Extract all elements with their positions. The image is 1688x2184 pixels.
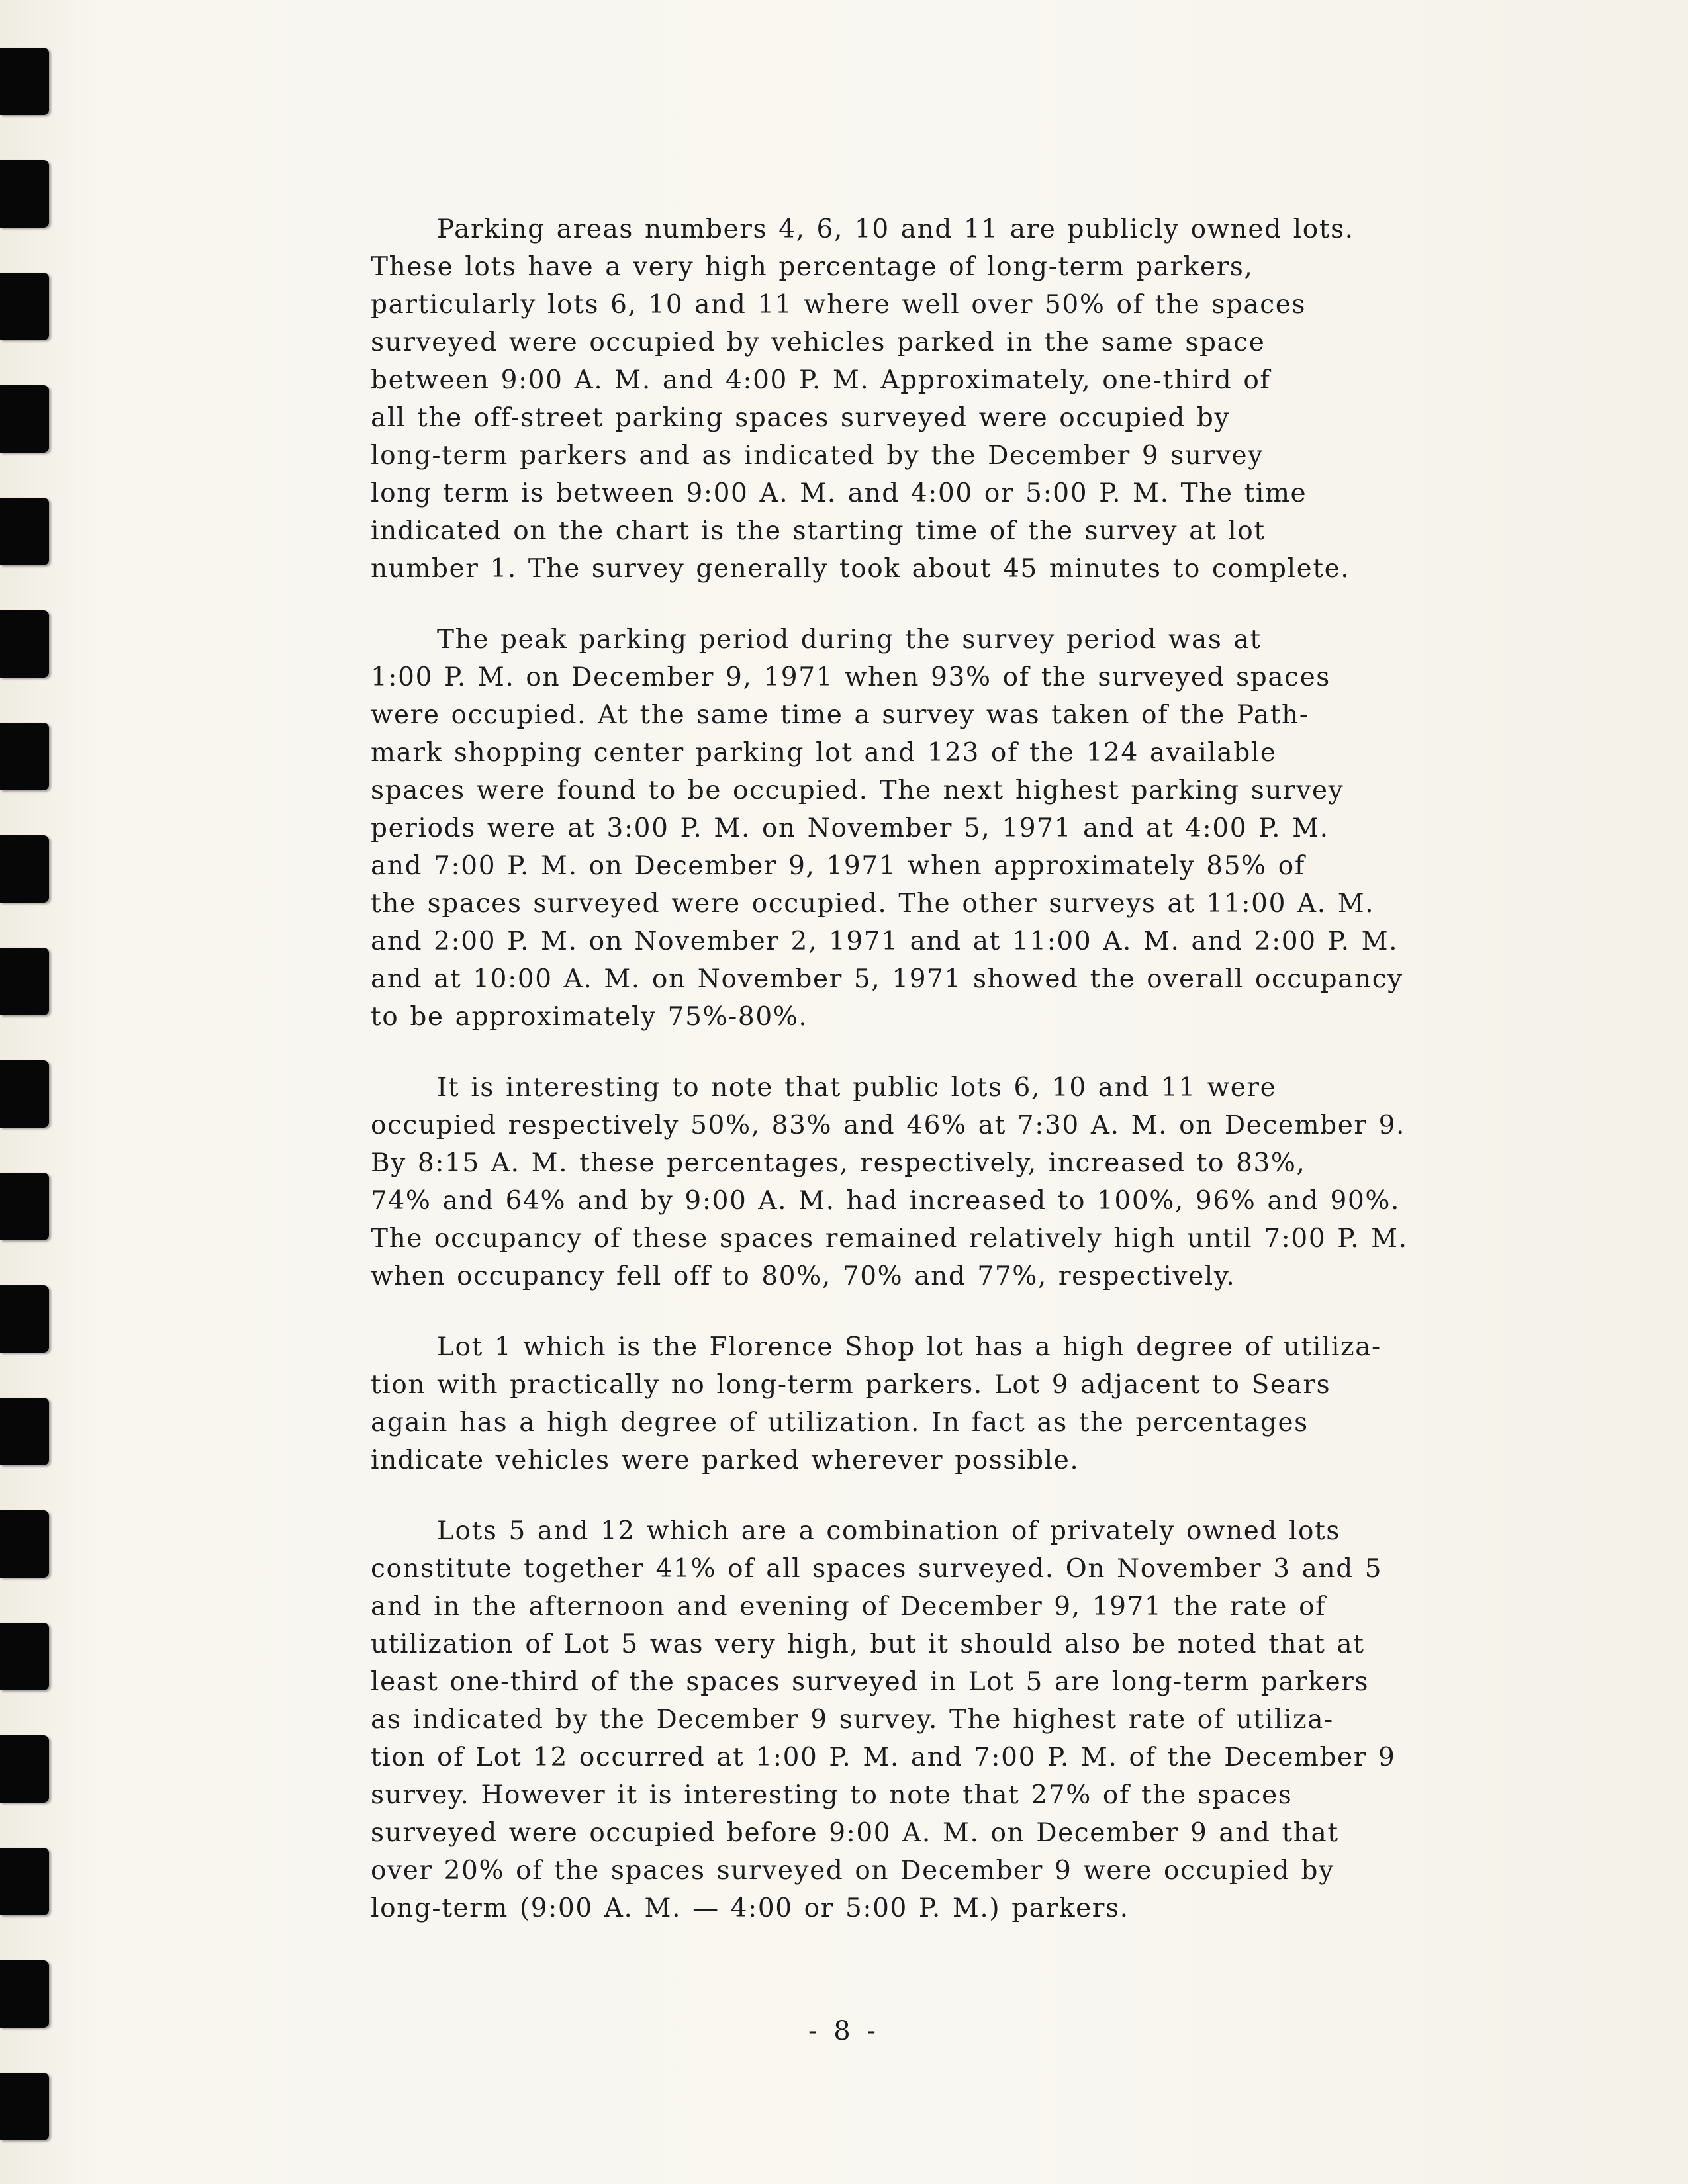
body-text xyxy=(371,210,1582,1960)
text-line: utilization of Lot 5 was very high, but it should also be noted that at xyxy=(371,1629,1365,1659)
text-line: were occupied. At the same time a survey was taken of the Path- xyxy=(371,700,1309,730)
text-line: 74% and 64% and by 9:00 A. M. had increased to 100%, 96% and 90%. xyxy=(371,1186,1401,1216)
text-line: tion with practically no long-term parkers. Lot 9 adjacent to Sears xyxy=(371,1370,1331,1400)
text-line: number 1. The survey generally took about 45 minutes to complete. xyxy=(371,554,1350,584)
text-line: indicated on the chart is the starting time of the survey at lot xyxy=(371,516,1266,546)
text-line: over 20% of the spaces surveyed on December 9 were occupied by xyxy=(371,1856,1335,1886)
text-line: constitute together 41% of all spaces surveyed. On November 3 and 5 xyxy=(371,1554,1383,1584)
paragraph-lots-5-and-12 xyxy=(371,1512,1582,1927)
text-line: 1:00 P. M. on December 9, 1971 when 93% of the surveyed spaces xyxy=(371,662,1331,692)
paragraph-public-lot-occupancy xyxy=(371,1069,1582,1295)
text-line: spaces were found to be occupied. The next highest parking survey xyxy=(371,776,1344,805)
text-line: and at 10:00 A. M. on November 5, 1971 showed the overall occupancy xyxy=(371,964,1403,994)
text-line: to be approximately 75%-80%. xyxy=(371,1002,808,1032)
binding-hole xyxy=(0,1285,49,1353)
binding-hole xyxy=(0,1060,49,1128)
paragraph-public-lots xyxy=(371,210,1582,588)
binding-hole xyxy=(0,1510,49,1578)
text-line: the spaces surveyed were occupied. The other surveys at 11:00 A. M. xyxy=(371,889,1375,919)
paragraph-lot-1 xyxy=(371,1328,1582,1479)
binding-hole xyxy=(0,1735,49,1803)
binding-hole xyxy=(0,948,49,1015)
binding-hole xyxy=(0,498,49,565)
text-line: long-term (9:00 A. M. — 4:00 or 5:00 P. M.) parkers. xyxy=(371,1893,1129,1923)
text-line: and 2:00 P. M. on November 2, 1971 and at 11:00 A. M. and 2:00 P. M. xyxy=(371,927,1399,956)
text-line: particularly lots 6, 10 and 11 where well over 50% of the spaces xyxy=(371,290,1307,320)
text-line: mark shopping center parking lot and 123 of the 124 available xyxy=(371,738,1277,768)
text-line: between 9:00 A. M. and 4:00 P. M. Approximately, one-third of xyxy=(371,365,1271,395)
text-line: surveyed were occupied by vehicles parked in the same space xyxy=(371,328,1266,357)
binding-hole xyxy=(0,723,49,790)
text-line: It is interesting to note that public lots 6, 10 and 11 were xyxy=(437,1073,1277,1103)
text-line: long term is between 9:00 A. M. and 4:00 or 5:00 P. M. The time xyxy=(371,478,1307,508)
text-line: Lot 1 which is the Florence Shop lot has a high degree of utiliza- xyxy=(437,1332,1382,1362)
text-line: all the off-street parking spaces surveyed were occupied by xyxy=(371,403,1231,433)
text-line: when occupancy fell off to 80%, 70% and 77%, respectively. xyxy=(371,1261,1236,1291)
text-line: The occupancy of these spaces remained relatively high until 7:00 P. M. xyxy=(371,1224,1408,1253)
binding-hole xyxy=(0,160,49,228)
text-line: and 7:00 P. M. on December 9, 1971 when approximately 85% of xyxy=(371,851,1305,881)
binding-hole xyxy=(0,385,49,453)
binding-hole xyxy=(0,48,49,115)
text-line: The peak parking period during the survey period was at xyxy=(437,625,1262,655)
text-line: These lots have a very high percentage of long-term parkers, xyxy=(371,252,1254,282)
text-line: and in the afternoon and evening of December 9, 1971 the rate of xyxy=(371,1592,1327,1621)
text-line: as indicated by the December 9 survey. The highest rate of utiliza- xyxy=(371,1705,1334,1735)
text-line: long-term parkers and as indicated by the December 9 survey xyxy=(371,441,1264,471)
page-number: - 8 - xyxy=(808,2016,880,2046)
binding-hole xyxy=(0,1398,49,1465)
binding-hole xyxy=(0,610,49,678)
paragraph-peak-period xyxy=(371,621,1582,1036)
binding-hole xyxy=(0,2073,49,2140)
text-line: indicate vehicles were parked wherever possible. xyxy=(371,1445,1080,1475)
text-line: periods were at 3:00 P. M. on November 5, 1971 and at 4:00 P. M. xyxy=(371,813,1329,843)
text-line: occupied respectively 50%, 83% and 46% at 7:30 A. M. on December 9. xyxy=(371,1111,1406,1140)
text-line: By 8:15 A. M. these percentages, respectively, increased to 83%, xyxy=(371,1148,1306,1178)
text-line: survey. However it is interesting to note that 27% of the spaces xyxy=(371,1780,1293,1810)
spiral-binding xyxy=(0,0,60,2184)
text-line: tion of Lot 12 occurred at 1:00 P. M. and 7:00 P. M. of the December 9 xyxy=(371,1743,1396,1772)
binding-hole xyxy=(0,1623,49,1690)
text-line: surveyed were occupied before 9:00 A. M. on December 9 and that xyxy=(371,1818,1339,1848)
binding-hole xyxy=(0,1848,49,1915)
binding-hole xyxy=(0,835,49,903)
text-line: again has a high degree of utilization. In fact as the percentages xyxy=(371,1408,1309,1437)
text-line: Parking areas numbers 4, 6, 10 and 11 are publicly owned lots. xyxy=(437,214,1354,244)
binding-hole xyxy=(0,1173,49,1240)
text-line: least one-third of the spaces surveyed in Lot 5 are long-term parkers xyxy=(371,1667,1370,1697)
text-line: Lots 5 and 12 which are a combination of privately owned lots xyxy=(437,1516,1341,1546)
binding-hole xyxy=(0,273,49,340)
